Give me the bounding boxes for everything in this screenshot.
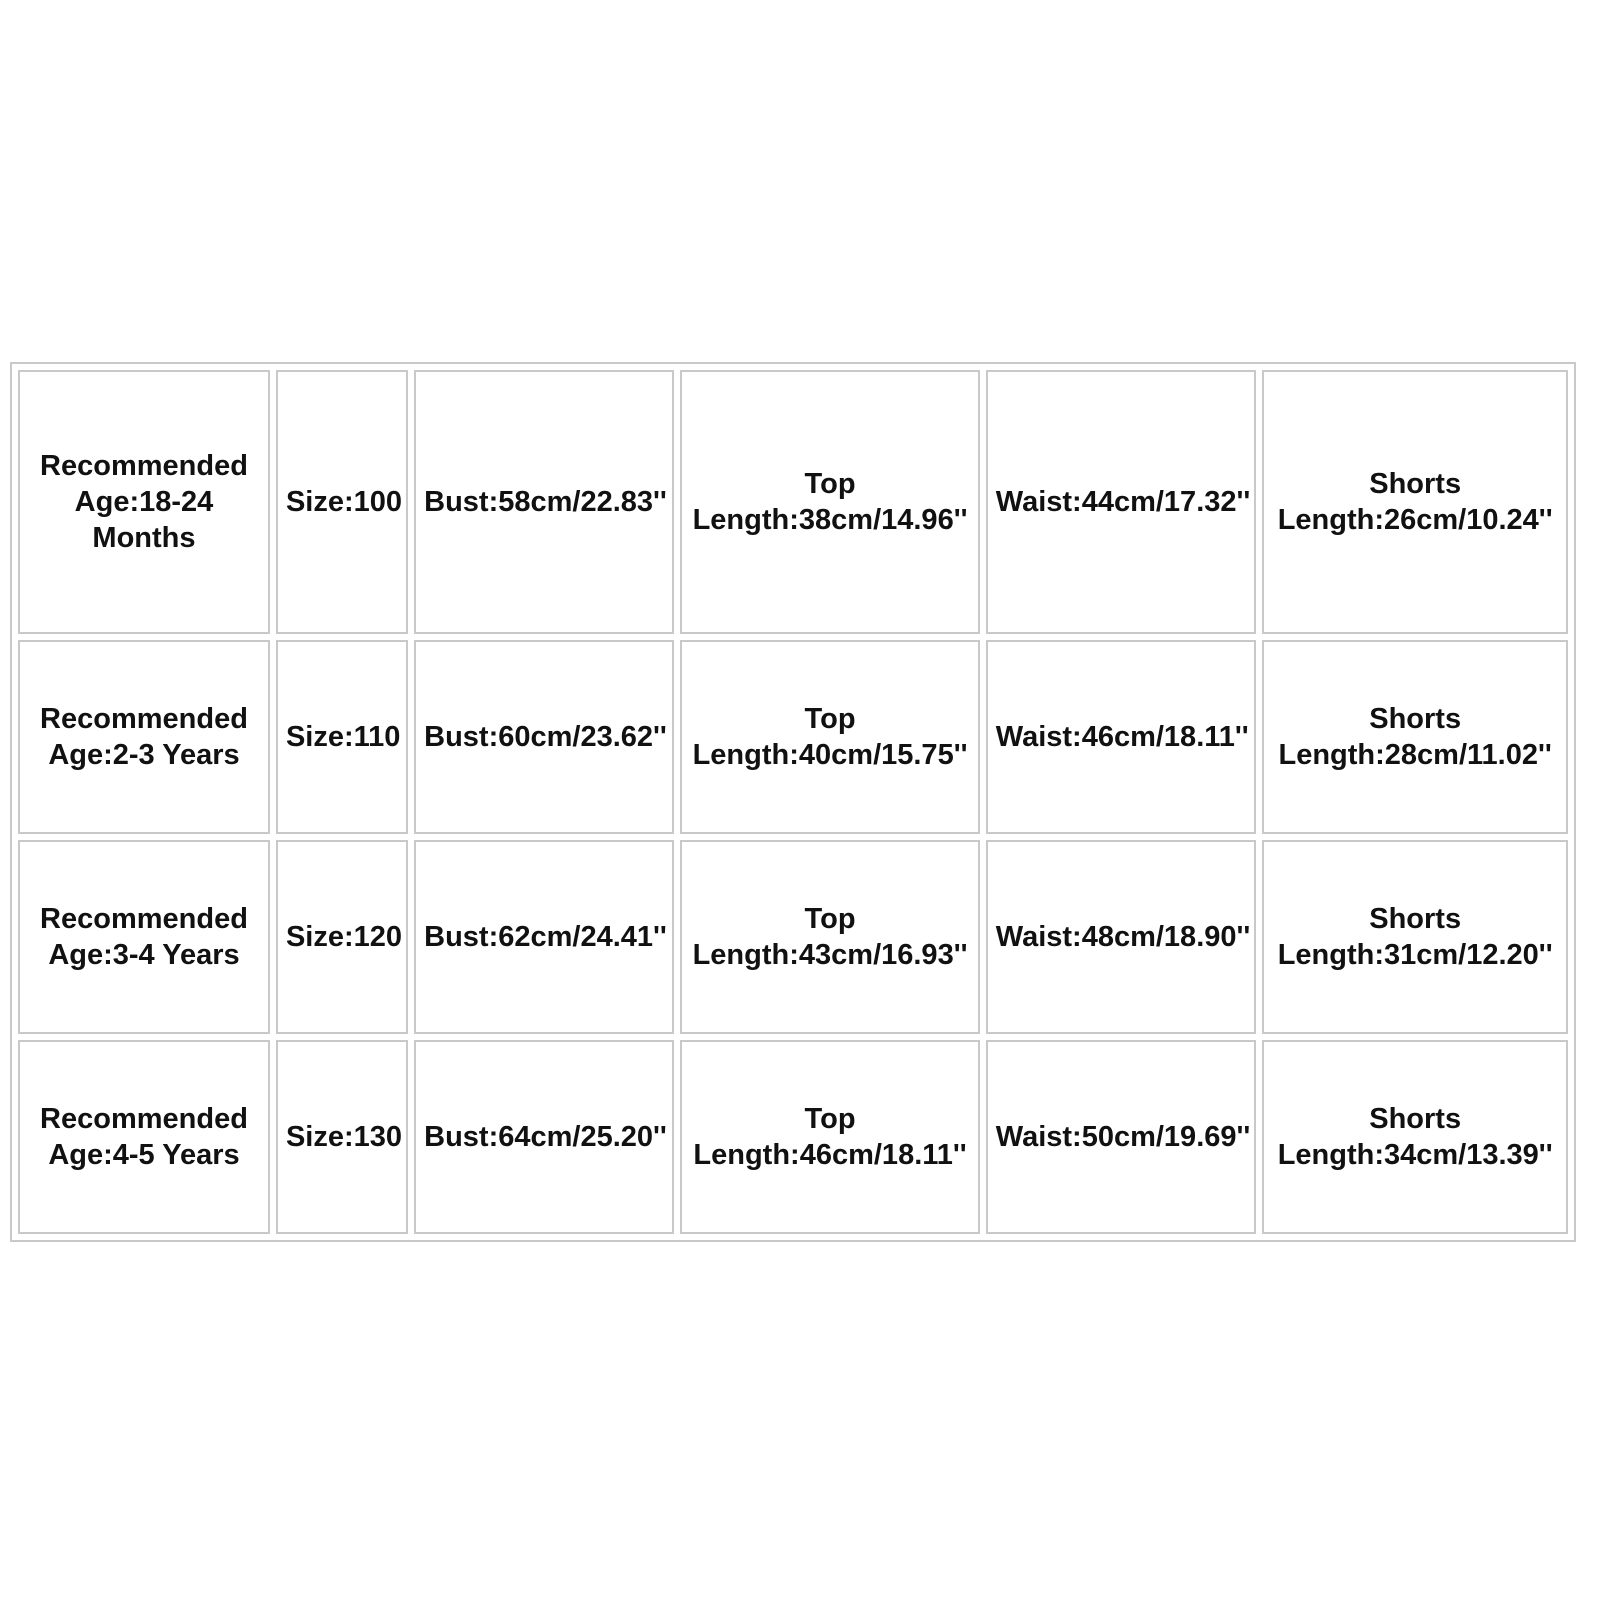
age-cell: Recommended Age:2-3 Years — [18, 640, 270, 834]
bust-cell: Bust:60cm/23.62'' — [414, 640, 674, 834]
size-cell: Size:110 — [276, 640, 408, 834]
bust-cell: Bust:62cm/24.41'' — [414, 840, 674, 1034]
bust-cell: Bust:58cm/22.83'' — [414, 370, 674, 634]
top-length-cell: Top Length:40cm/15.75'' — [680, 640, 979, 834]
size-cell: Size:120 — [276, 840, 408, 1034]
top-length-cell: Top Length:38cm/14.96'' — [680, 370, 979, 634]
table-row — [18, 370, 1568, 634]
table-row — [18, 1040, 1568, 1234]
waist-cell: Waist:46cm/18.11'' — [986, 640, 1257, 834]
top-length-cell: Top Length:43cm/16.93'' — [680, 840, 979, 1034]
table-row — [18, 640, 1568, 834]
waist-cell: Waist:48cm/18.90'' — [986, 840, 1257, 1034]
age-cell: Recommended Age:4-5 Years — [18, 1040, 270, 1234]
shorts-length-cell: Shorts Length:34cm/13.39'' — [1262, 1040, 1568, 1234]
top-length-cell: Top Length:46cm/18.11'' — [680, 1040, 979, 1234]
age-cell: Recommended Age:3-4 Years — [18, 840, 270, 1034]
size-cell: Size:130 — [276, 1040, 408, 1234]
bust-cell: Bust:64cm/25.20'' — [414, 1040, 674, 1234]
shorts-length-cell: Shorts Length:31cm/12.20'' — [1262, 840, 1568, 1034]
age-cell: Recommended Age:18-24 Months — [18, 370, 270, 634]
table-row — [18, 840, 1568, 1034]
waist-cell: Waist:44cm/17.32'' — [986, 370, 1257, 634]
size-cell: Size:100 — [276, 370, 408, 634]
shorts-length-cell: Shorts Length:28cm/11.02'' — [1262, 640, 1568, 834]
waist-cell: Waist:50cm/19.69'' — [986, 1040, 1257, 1234]
size-chart — [10, 362, 1576, 1242]
size-chart-table — [12, 364, 1574, 1240]
shorts-length-cell: Shorts Length:26cm/10.24'' — [1262, 370, 1568, 634]
